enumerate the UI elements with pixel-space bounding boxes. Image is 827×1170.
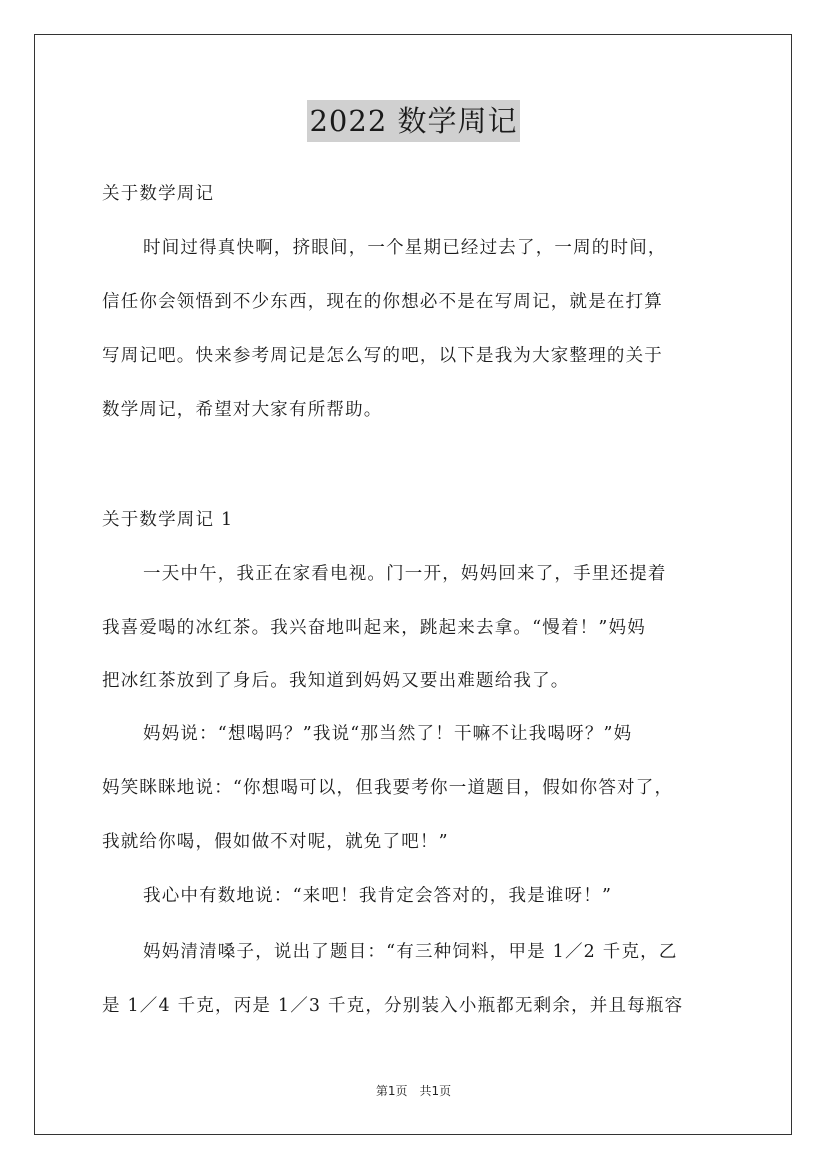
page-number: 第1页 共1页 [375,1084,452,1098]
paragraph-line: 我喜爱喝的冰红茶。我兴奋地叫起来，跳起来去拿。“慢着！”妈妈 [102,618,646,638]
paragraph-line: 把冰红茶放到了身后。我知道到妈妈又要出难题给我了。 [102,671,570,691]
paragraph-line: 妈笑眯眯地说：“你想喝可以，但我要考你一道题目，假如你答对了， [102,778,674,798]
paragraph-line: 我就给你喝，假如做不对呢，就免了吧！” [102,832,449,852]
paragraph-line: 信任你会领悟到不少东西，现在的你想必不是在写周记，就是在打算 [102,292,663,312]
intro-heading: 关于数学周记 [102,184,215,204]
paragraph-line: 我心中有数地说：“来吧！我肯定会答对的，我是谁呀！” [143,886,613,906]
paragraph-line: 写周记吧。快来参考周记是怎么写的吧，以下是我为大家整理的关于 [102,346,663,366]
title-container [0,100,827,142]
section-heading: 关于数学周记 1 [102,510,234,530]
paragraph-line: 一天中午，我正在家看电视。门一开，妈妈回来了，手里还提着 [143,564,667,584]
paragraph-line: 妈妈清清嗓子，说出了题目：“有三种饲料，甲是 1／2 千克，乙 [143,942,678,962]
paragraph-line: 时间过得真快啊，挤眼间，一个星期已经过去了，一周的时间， [143,238,667,258]
paragraph-line: 是 1／4 千克，丙是 1／3 千克，分别装入小瓶都无剩余，并且每瓶容 [102,996,684,1016]
paragraph-line: 数学周记，希望对大家有所帮助。 [102,400,383,420]
paragraph-line: 妈妈说：“想喝吗？”我说“那当然了！干嘛不让我喝呀？”妈 [143,724,633,744]
document-title: 2022 数学周记 [307,100,519,142]
